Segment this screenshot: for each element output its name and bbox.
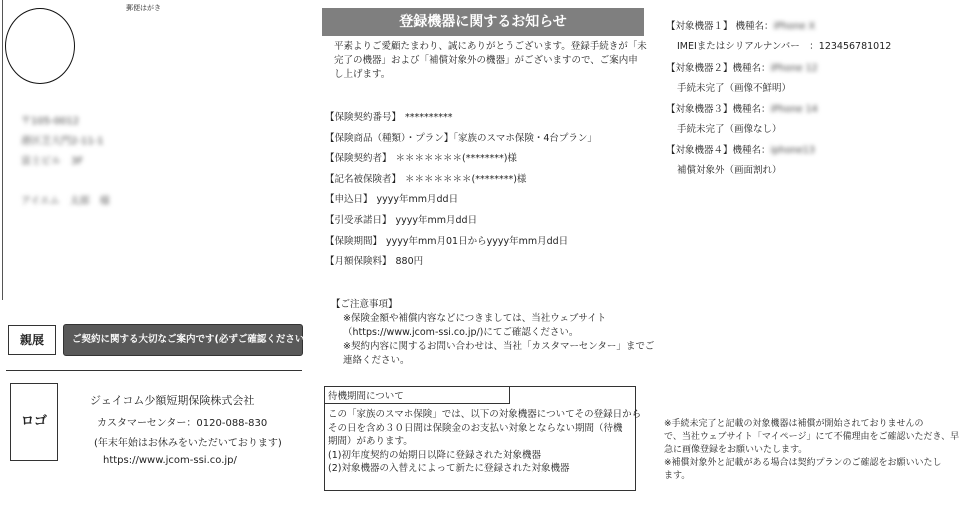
field-value: yyyy年mm月01日からyyyy年mm月dd日 xyxy=(386,235,569,247)
waiting-line: (1)初年度契約の始期日以降に登録された対象機器 xyxy=(328,449,541,461)
field-label: 【引受承諾日】 xyxy=(325,214,392,226)
field-value: ********** xyxy=(405,112,453,123)
device-label: 【対象機器１】 機種名： xyxy=(666,21,774,32)
field-label: 【保険期間】 xyxy=(325,235,383,247)
field-policy-number xyxy=(325,108,645,129)
waiting-period-body xyxy=(325,404,642,476)
device-model: iPhone 12 xyxy=(770,63,818,74)
company-url: https://www.jcom-ssi.co.jp/ xyxy=(103,455,237,466)
caution-line: ※契約内容に関するお問い合わせは、当社「カスタマーセンター」までご xyxy=(343,341,655,352)
field-monthly-premium xyxy=(325,252,645,273)
left-edge-line xyxy=(2,0,3,300)
stamp-circle xyxy=(5,8,75,84)
device-item xyxy=(666,60,966,101)
footnote-line: ※手続未完了と記載の対象機器は補償が開始されておりませんの xyxy=(664,419,924,429)
field-label: 【保険契約番号】 xyxy=(325,112,402,123)
caution-line: ※保険金額や補償内容などにつきましては、当社ウェブサイト xyxy=(343,313,607,324)
field-label: 【月額保険料】 xyxy=(325,256,392,268)
intro-line: 平素よりご愛顧たまわり、誠にありがとうございます。登録手続きが「未 xyxy=(334,41,647,52)
field-application-date xyxy=(325,190,645,211)
field-value: ＊＊＊＊＊＊＊(********)様 xyxy=(395,153,517,165)
device-status: IMEIまたはシリアルナンバー ：123456781012 xyxy=(677,41,892,52)
caution-section xyxy=(331,298,655,368)
footnote-line: ます。 xyxy=(664,471,691,481)
device-model: iPhone X xyxy=(773,21,816,32)
device-item xyxy=(666,18,966,60)
waiting-period-title: 待機期間について xyxy=(325,387,510,404)
device-item xyxy=(666,142,966,183)
caution-title: 【ご注意事項】 xyxy=(331,299,398,310)
field-policyholder xyxy=(325,149,645,170)
confidential-label: 親展 xyxy=(19,333,44,347)
device-item xyxy=(666,101,966,142)
field-value: 880円 xyxy=(395,256,424,268)
device-list xyxy=(666,18,966,183)
notice-intro xyxy=(334,40,647,82)
field-value: yyyy年mm月dd日 xyxy=(376,194,459,206)
device-model: iphone13 xyxy=(770,145,815,156)
waiting-line: この「家族のスマホ保険」では、以下の対象機器についてその登録日から xyxy=(328,409,642,420)
field-value: 「家族のスマホ保険・4台プラン」 xyxy=(453,132,597,144)
device-label: 【対象機器２】機種名： xyxy=(666,63,771,74)
postcard-label: 郵便はがき xyxy=(126,4,161,12)
device-status: 手続未完了（画像不鮮明） xyxy=(677,83,792,94)
recipient-name: アイエム 太郎 様 xyxy=(21,196,110,207)
field-label: 【記名被保険者】 xyxy=(325,173,402,185)
device-model: iPhone 14 xyxy=(770,104,818,115)
device-label: 【対象機器３】機種名： xyxy=(666,104,771,115)
field-label: 【保険商品（種類）・プラン】 xyxy=(325,132,454,144)
waiting-line: 期間）があります。 xyxy=(328,436,413,448)
important-notice-banner: ご契約に関する大切なご案内です(必ずご確認ください) xyxy=(63,324,303,356)
caution-line: 連絡ください。 xyxy=(343,355,410,366)
field-acceptance-date xyxy=(325,211,645,232)
field-value: ＊＊＊＊＊＊＊(********)様 xyxy=(405,173,527,185)
logo-box xyxy=(10,383,58,461)
logo-label: ロゴ xyxy=(20,414,47,429)
device-status: 手続未完了（画像なし） xyxy=(677,124,782,135)
waiting-period-box xyxy=(324,386,642,491)
address-line-1: 港区芝大門2-11-1 xyxy=(21,136,104,147)
field-value: yyyy年mm月dd日 xyxy=(395,214,478,226)
intro-line: 完了の機器」および「補償対象外の機器」がございますので、ご案内申 xyxy=(334,55,638,66)
footnote-line: で、当社ウェブサイト「マイページ」にて不備理由をご確認いただき、早 xyxy=(664,432,960,442)
footnote-line: 急に画像登録をお願いいたします。 xyxy=(664,445,808,455)
company-name: ジェイコム少額短期保険株式会社 xyxy=(90,394,255,407)
company-phone: カスタマーセンター：0120-088-830 xyxy=(97,418,268,429)
waiting-line: (2)対象機器の入替えによって新たに登録された対象機器 xyxy=(328,463,570,475)
field-insurance-period xyxy=(325,232,645,253)
field-product-plan xyxy=(325,129,645,150)
waiting-line: その日を含め３０日間は保険金のお支払い対象とならない期間（待機 xyxy=(328,422,623,434)
confidential-badge xyxy=(8,325,56,355)
field-label: 【申込日】 xyxy=(325,194,373,206)
device-label: 【対象機器４】機種名： xyxy=(666,145,771,156)
contract-fields xyxy=(325,108,645,273)
footnote-line: ※補償対象外と記載がある場合は契約プランのご確認をお願いいたし xyxy=(664,458,942,468)
caution-line: （https://www.jcom-ssi.co.jp/)にてご確認ください。 xyxy=(343,327,579,338)
device-status: 補償対象外（画面割れ） xyxy=(677,165,782,176)
company-hours: (年末年始はお休みをいただいております) xyxy=(94,438,282,449)
field-insured xyxy=(325,170,645,191)
postal-code: 〒105-0012 xyxy=(21,116,80,127)
divider-line xyxy=(6,370,302,371)
address-line-2: 富士ビル 3F xyxy=(21,156,84,167)
footnotes xyxy=(664,418,969,483)
notice-title: 登録機器に関するお知らせ xyxy=(322,8,644,36)
field-label: 【保険契約者】 xyxy=(325,153,392,165)
intro-line: し上げます。 xyxy=(334,69,391,80)
